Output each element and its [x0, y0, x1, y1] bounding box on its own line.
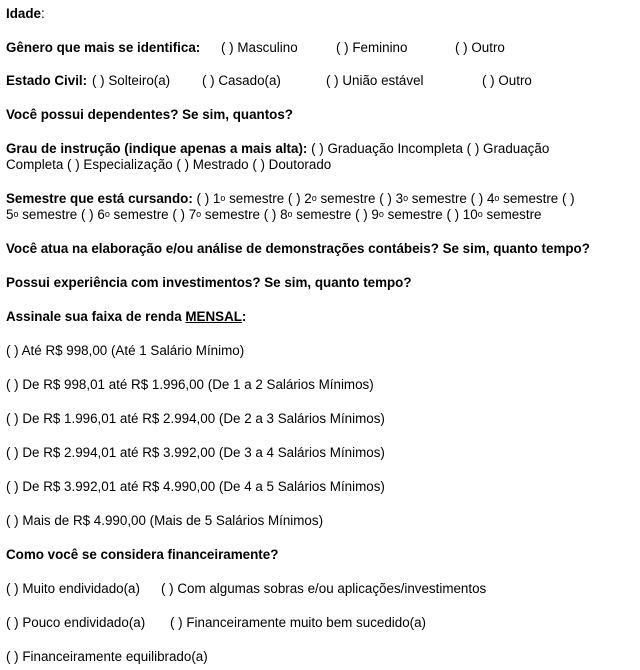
semestre-7-text: ( ) 7 — [172, 207, 197, 222]
renda-option-4[interactable]: ( ) De R$ 2.994,01 até R$ 3.992,00 (De 3 a 4 Salários Mínimos) — [6, 445, 385, 460]
semestre-3-post: semestre — [408, 191, 467, 206]
renda-option-1[interactable]: ( ) Até R$ 998,00 (Até 1 Salário Mínimo) — [6, 343, 245, 358]
financeiro-option-equilibrado[interactable]: ( ) Financeiramente equilibrado(a) — [6, 649, 208, 664]
instrucao-question: Grau de instrução (indique apenas a mais alta): — [6, 141, 308, 156]
genero-option-outro[interactable]: ( ) Outro — [455, 40, 505, 55]
semestre-1-post: semestre — [225, 191, 285, 206]
idade-label: Idade — [6, 6, 41, 21]
financeiro-option-muito-endividado[interactable]: ( ) Muito endividado(a) — [6, 581, 140, 596]
semestre-line-1 — [6, 191, 575, 207]
renda-question — [6, 309, 246, 325]
genero-line — [6, 40, 505, 56]
semestre-1-text: ( ) 1 — [196, 191, 221, 206]
semestre-9-text: ( ) 9 — [355, 207, 379, 222]
semestre-7-sup: o — [196, 209, 202, 219]
semestre-option-6[interactable] — [81, 207, 169, 223]
renda-option-2[interactable]: ( ) De R$ 998,01 até R$ 1.996,00 (De 1 a 2 Salários Mínimos) — [6, 377, 374, 392]
semestre-4-text: ( ) 4 — [470, 191, 495, 206]
semestre-option-5[interactable] — [6, 207, 77, 223]
semestre-option-7[interactable] — [172, 207, 260, 223]
semestre-5-sup: o — [13, 209, 19, 219]
semestre-4-post: semestre — [499, 191, 559, 206]
genero-option-masculino[interactable]: ( ) Masculino — [221, 40, 298, 55]
semestre-option-2[interactable] — [288, 191, 376, 207]
semestre-option-9[interactable] — [355, 207, 443, 223]
instrucao-options-1[interactable]: ( ) Graduação Incompleta ( ) Graduação — [311, 141, 550, 156]
semestre-5-box: ( ) — [561, 191, 575, 206]
renda-question-emph: MENSAL — [185, 309, 242, 324]
financeiro-line-1 — [6, 581, 487, 597]
renda-option-6[interactable]: ( ) Mais de R$ 4.990,00 (Mais de 5 Salários Mínimos) — [6, 513, 324, 528]
semestre-option-8[interactable] — [264, 207, 352, 223]
instrucao-options-2[interactable]: Completa ( ) Especialização ( ) Mestrado ( ) Doutorado — [6, 157, 332, 172]
financeiro-option-com-sobras[interactable]: ( ) Com algumas sobras e/ou aplicações/investimentos — [161, 581, 487, 596]
estado-civil-line — [6, 73, 532, 89]
semestre-question: Semestre que está cursando: — [6, 191, 193, 206]
semestre-6-sup: o — [104, 209, 110, 219]
semestre-5-post: semestre — [18, 207, 78, 222]
semestre-4-sup: o — [494, 193, 500, 203]
renda-question-prefix: Assinale sua faixa de renda — [6, 309, 186, 324]
semestre-8-post: semestre — [292, 207, 352, 222]
semestre-9-sup: o — [378, 209, 384, 219]
semestre-7-post: semestre — [201, 207, 260, 222]
semestre-1-sup: o — [220, 193, 226, 203]
semestre-3-sup: o — [403, 193, 409, 203]
semestre-option-4[interactable] — [471, 191, 559, 207]
financeiro-question: Como você se considera financeiramente? — [6, 547, 279, 562]
renda-question-suffix: : — [241, 309, 247, 324]
semestre-10-sup: o — [477, 209, 483, 219]
financeiro-option-bem-sucedido[interactable]: ( ) Financeiramente muito bem sucedido(a) — [170, 615, 427, 630]
estado-civil-option-solteiro[interactable]: ( ) Solteiro(a) — [92, 73, 171, 88]
semestre-option-5-box[interactable] — [562, 191, 575, 207]
idade-colon: : — [40, 6, 45, 21]
renda-option-5[interactable]: ( ) De R$ 3.992,01 até R$ 4.990,00 (De 4 a 5 Salários Mínimos) — [6, 479, 385, 494]
semestre-2-text: ( ) 2 — [287, 191, 312, 206]
semestre-10-post: semestre — [482, 207, 542, 222]
semestre-3-text: ( ) 3 — [379, 191, 404, 206]
semestre-5-text: 5 — [6, 207, 14, 222]
semestre-option-10[interactable] — [446, 207, 541, 223]
semestre-6-post: semestre — [109, 207, 169, 222]
genero-question: Gênero que mais se identifica: — [6, 40, 201, 55]
estado-civil-option-outro[interactable]: ( ) Outro — [482, 73, 532, 88]
semestre-line-2 — [6, 207, 542, 223]
idade-line — [6, 6, 45, 22]
genero-option-feminino[interactable]: ( ) Feminino — [336, 40, 408, 55]
semestre-option-1[interactable] — [197, 191, 285, 207]
dependentes-question: Você possui dependentes? Se sim, quantos? — [6, 107, 293, 122]
semestre-8-sup: o — [287, 209, 293, 219]
semestre-9-post: semestre — [383, 207, 443, 222]
renda-option-3[interactable]: ( ) De R$ 1.996,01 até R$ 2.994,00 (De 2 a 3 Salários Mínimos) — [6, 411, 385, 426]
semestre-2-sup: o — [311, 193, 317, 203]
semestre-8-text: ( ) 8 — [263, 207, 288, 222]
estado-civil-option-casado[interactable]: ( ) Casado(a) — [202, 73, 281, 88]
estado-civil-option-uniao[interactable]: ( ) União estável — [326, 73, 424, 88]
semestre-2-post: semestre — [316, 191, 376, 206]
semestre-6-text: ( ) 6 — [81, 207, 105, 222]
investimentos-question: Possui experiência com investimentos? Se sim, quanto tempo? — [6, 275, 412, 290]
semestre-10-text: ( ) 10 — [446, 207, 478, 222]
financeiro-option-pouco-endividado[interactable]: ( ) Pouco endividado(a) — [6, 615, 146, 630]
demonstracoes-question: Você atua na elaboração e/ou análise de demonstrações contábeis? Se sim, quanto tempo? — [6, 241, 590, 256]
instrucao-line-1 — [6, 141, 549, 157]
estado-civil-question: Estado Civil: — [6, 73, 88, 88]
financeiro-line-2 — [6, 615, 427, 631]
semestre-option-3[interactable] — [379, 191, 467, 207]
